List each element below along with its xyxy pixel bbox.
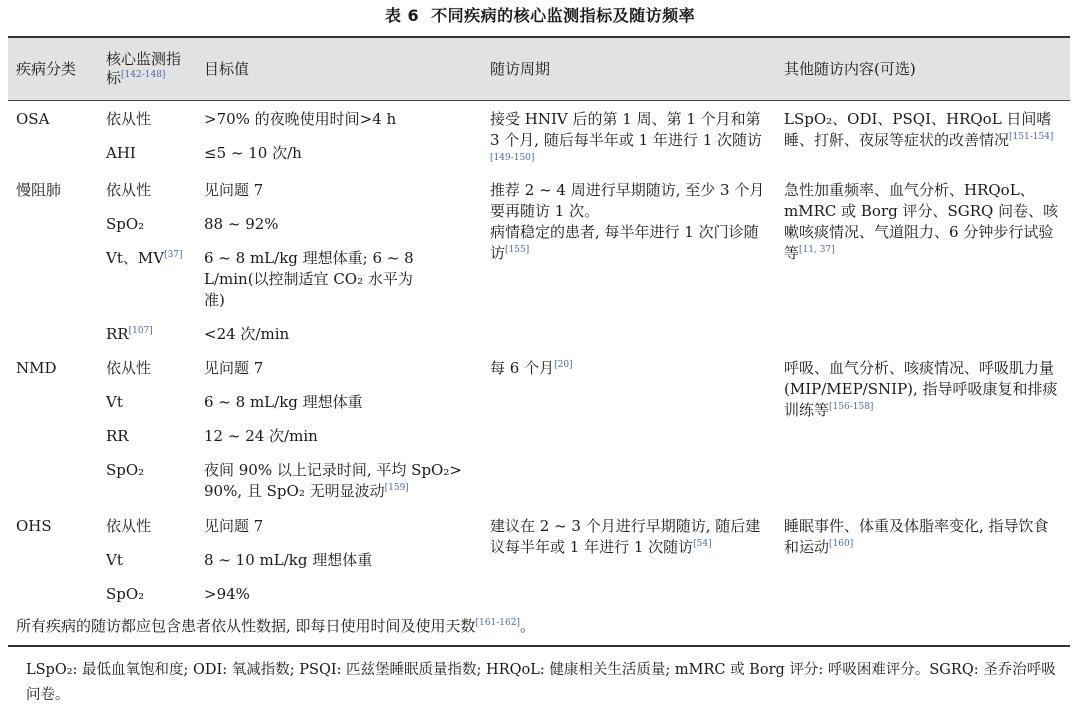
header-label: 疾病分类 [16,59,77,78]
citation[interactable]: [156-158] [829,402,874,412]
indicator-name: 依从性 [106,181,152,199]
indicator-name: SpO₂ [106,461,145,479]
other-cell [776,172,1070,350]
followup-text: 接受 HNIV 后的第 1 周、第 1 个月和第 3 个月, 随后每半年或 1 年进行 1 次随访 [490,110,763,149]
table-row-osa [8,101,1070,173]
disease-name: OSA [16,110,50,128]
target-value: <24 次/min [204,325,290,343]
other-text: 急性加重频率、血气分析、HRQoL、mMRC 或 Borg 评分、SGRQ 问卷、咳嗽咳痰情况、气道阻力、6 分钟步行试验等 [784,181,1059,262]
disease-name: NMD [16,359,57,377]
followup-cell [482,350,776,508]
target-value: >94% [204,585,250,603]
target-text: 夜间 90% 以上记录时间, 平均 SpO₂> 90%, 且 SpO₂ 无明显波动 [204,461,462,500]
target-cell [196,350,482,508]
target-value: 12 ~ 24 次/min [204,427,318,445]
followup-text-2 [490,222,768,264]
note-end: 。 [519,617,535,635]
target-value: 6 ~ 8 mL/kg 理想体重; 6 ~ 8 L/min(以控制适宜 CO₂ 水平为准) [204,249,414,309]
target-value: ≤5 ~ 10 次/h [204,144,302,162]
indicator-cell [98,172,196,350]
citation[interactable]: [54] [693,539,712,549]
followup-text: 每 6 个月 [490,359,555,377]
header-label: 核心监测指标 [106,50,182,87]
citation[interactable]: [37] [164,250,183,260]
followup-cell [482,172,776,350]
citation[interactable]: [159] [384,483,409,493]
disease-name: 慢阻肺 [16,181,62,199]
target-value: >70% 的夜晚使用时间>4 h [204,110,397,128]
citation[interactable]: [11, 37] [799,245,835,255]
indicator-name: 依从性 [106,110,152,128]
header-indicator [98,37,196,101]
citation[interactable]: [107] [128,326,153,336]
target-cell [196,172,482,350]
table-title: 不同疾病的核心监测指标及随访频率 [431,6,696,25]
indicator-cell [98,101,196,173]
header-label: 随访周期 [490,59,551,78]
disease-cell [8,172,98,350]
table-number: 表 6 [384,6,420,25]
indicator-label: Vt、MV [106,249,165,267]
target-value: 见问题 7 [204,181,264,199]
target-value: 见问题 7 [204,359,264,377]
indicator-name: SpO₂ [106,215,145,233]
indicator-name: RR [106,427,129,445]
target-cell [196,101,482,173]
header-other [776,37,1070,101]
followup-text: 病情稳定的患者, 每半年进行 1 次门诊随访 [490,223,759,262]
target-value: 见问题 7 [204,517,264,535]
disease-cell [8,350,98,508]
header-followup [482,37,776,101]
header-label: 目标值 [204,59,250,78]
indicator-name [106,240,188,316]
note-text: 所有疾病的随访都应包含患者依从性数据, 即每日使用时间及使用天数 [16,617,476,635]
disease-name: OHS [16,517,52,535]
followup-text: 推荐 2 ~ 4 周进行早期随访, 至少 3 个月要再随访 1 次。 [490,181,765,220]
target-value: 88 ~ 92% [204,215,279,233]
indicator-name: Vt [106,551,123,569]
citation[interactable]: [149-150] [490,153,535,163]
table-row-ohs [8,508,1070,610]
table-row-copd [8,172,1070,350]
indicator-name: SpO₂ [106,585,145,603]
citation[interactable]: [20] [554,360,573,370]
target-value: 6 ~ 8 mL/kg 理想体重 [204,393,363,411]
citation[interactable]: [161-162] [475,618,520,628]
table-note [8,610,1070,646]
other-text: LSpO₂、ODI、PSQI、HRQoL 日间嗜睡、打鼾、夜尿等症状的改善情况 [784,110,1052,149]
table-note-row [8,610,1070,646]
header-label: 其他随访内容(可选) [784,59,916,78]
table-row-nmd [8,350,1070,508]
indicator-label: RR [106,325,129,343]
table-footnote: LSpO₂: 最低血氧饱和度; ODI: 氧减指数; PSQI: 匹兹堡睡眠质量指数; HRQoL: 健康相关生活质量; mMRC 或 Borg 评分: 呼吸困难评分。SGRQ: 圣乔治呼吸问卷。 [26,662,1056,703]
monitoring-table [8,36,1070,647]
citation[interactable]: [155] [505,245,530,255]
followup-cell [482,508,776,610]
other-cell [776,101,1070,173]
citation[interactable]: [160] [829,539,854,549]
indicator-cell [98,508,196,610]
target-value [204,452,474,508]
other-text: 呼吸、血气分析、咳痰情况、呼吸肌力量(MIP/MEP/SNIP), 指导呼吸康复和排痰训练等 [784,359,1058,419]
target-value: 8 ~ 10 mL/kg 理想体重 [204,551,373,569]
other-cell [776,508,1070,610]
indicator-cell [98,350,196,508]
followup-text: 建议在 2 ~ 3 个月进行早期随访, 随后建议每半年或 1 年进行 1 次随访 [490,517,761,556]
disease-cell [8,101,98,173]
indicator-name: 依从性 [106,517,152,535]
indicator-name: 依从性 [106,359,152,377]
followup-cell [482,101,776,173]
citation[interactable]: [142-148] [121,70,166,80]
table-caption [0,3,1080,26]
indicator-name: Vt [106,393,123,411]
indicator-name [106,316,188,350]
table-container [8,36,1070,647]
other-text: 睡眠事件、体重及体脂率变化, 指导饮食和运动 [784,517,1049,556]
target-cell [196,508,482,610]
citation[interactable]: [151-154] [1009,132,1054,142]
other-cell [776,350,1070,508]
header-target [196,37,482,101]
disease-cell [8,508,98,610]
header-disease [8,37,98,101]
indicator-name: AHI [106,144,136,162]
header-row [8,37,1070,101]
